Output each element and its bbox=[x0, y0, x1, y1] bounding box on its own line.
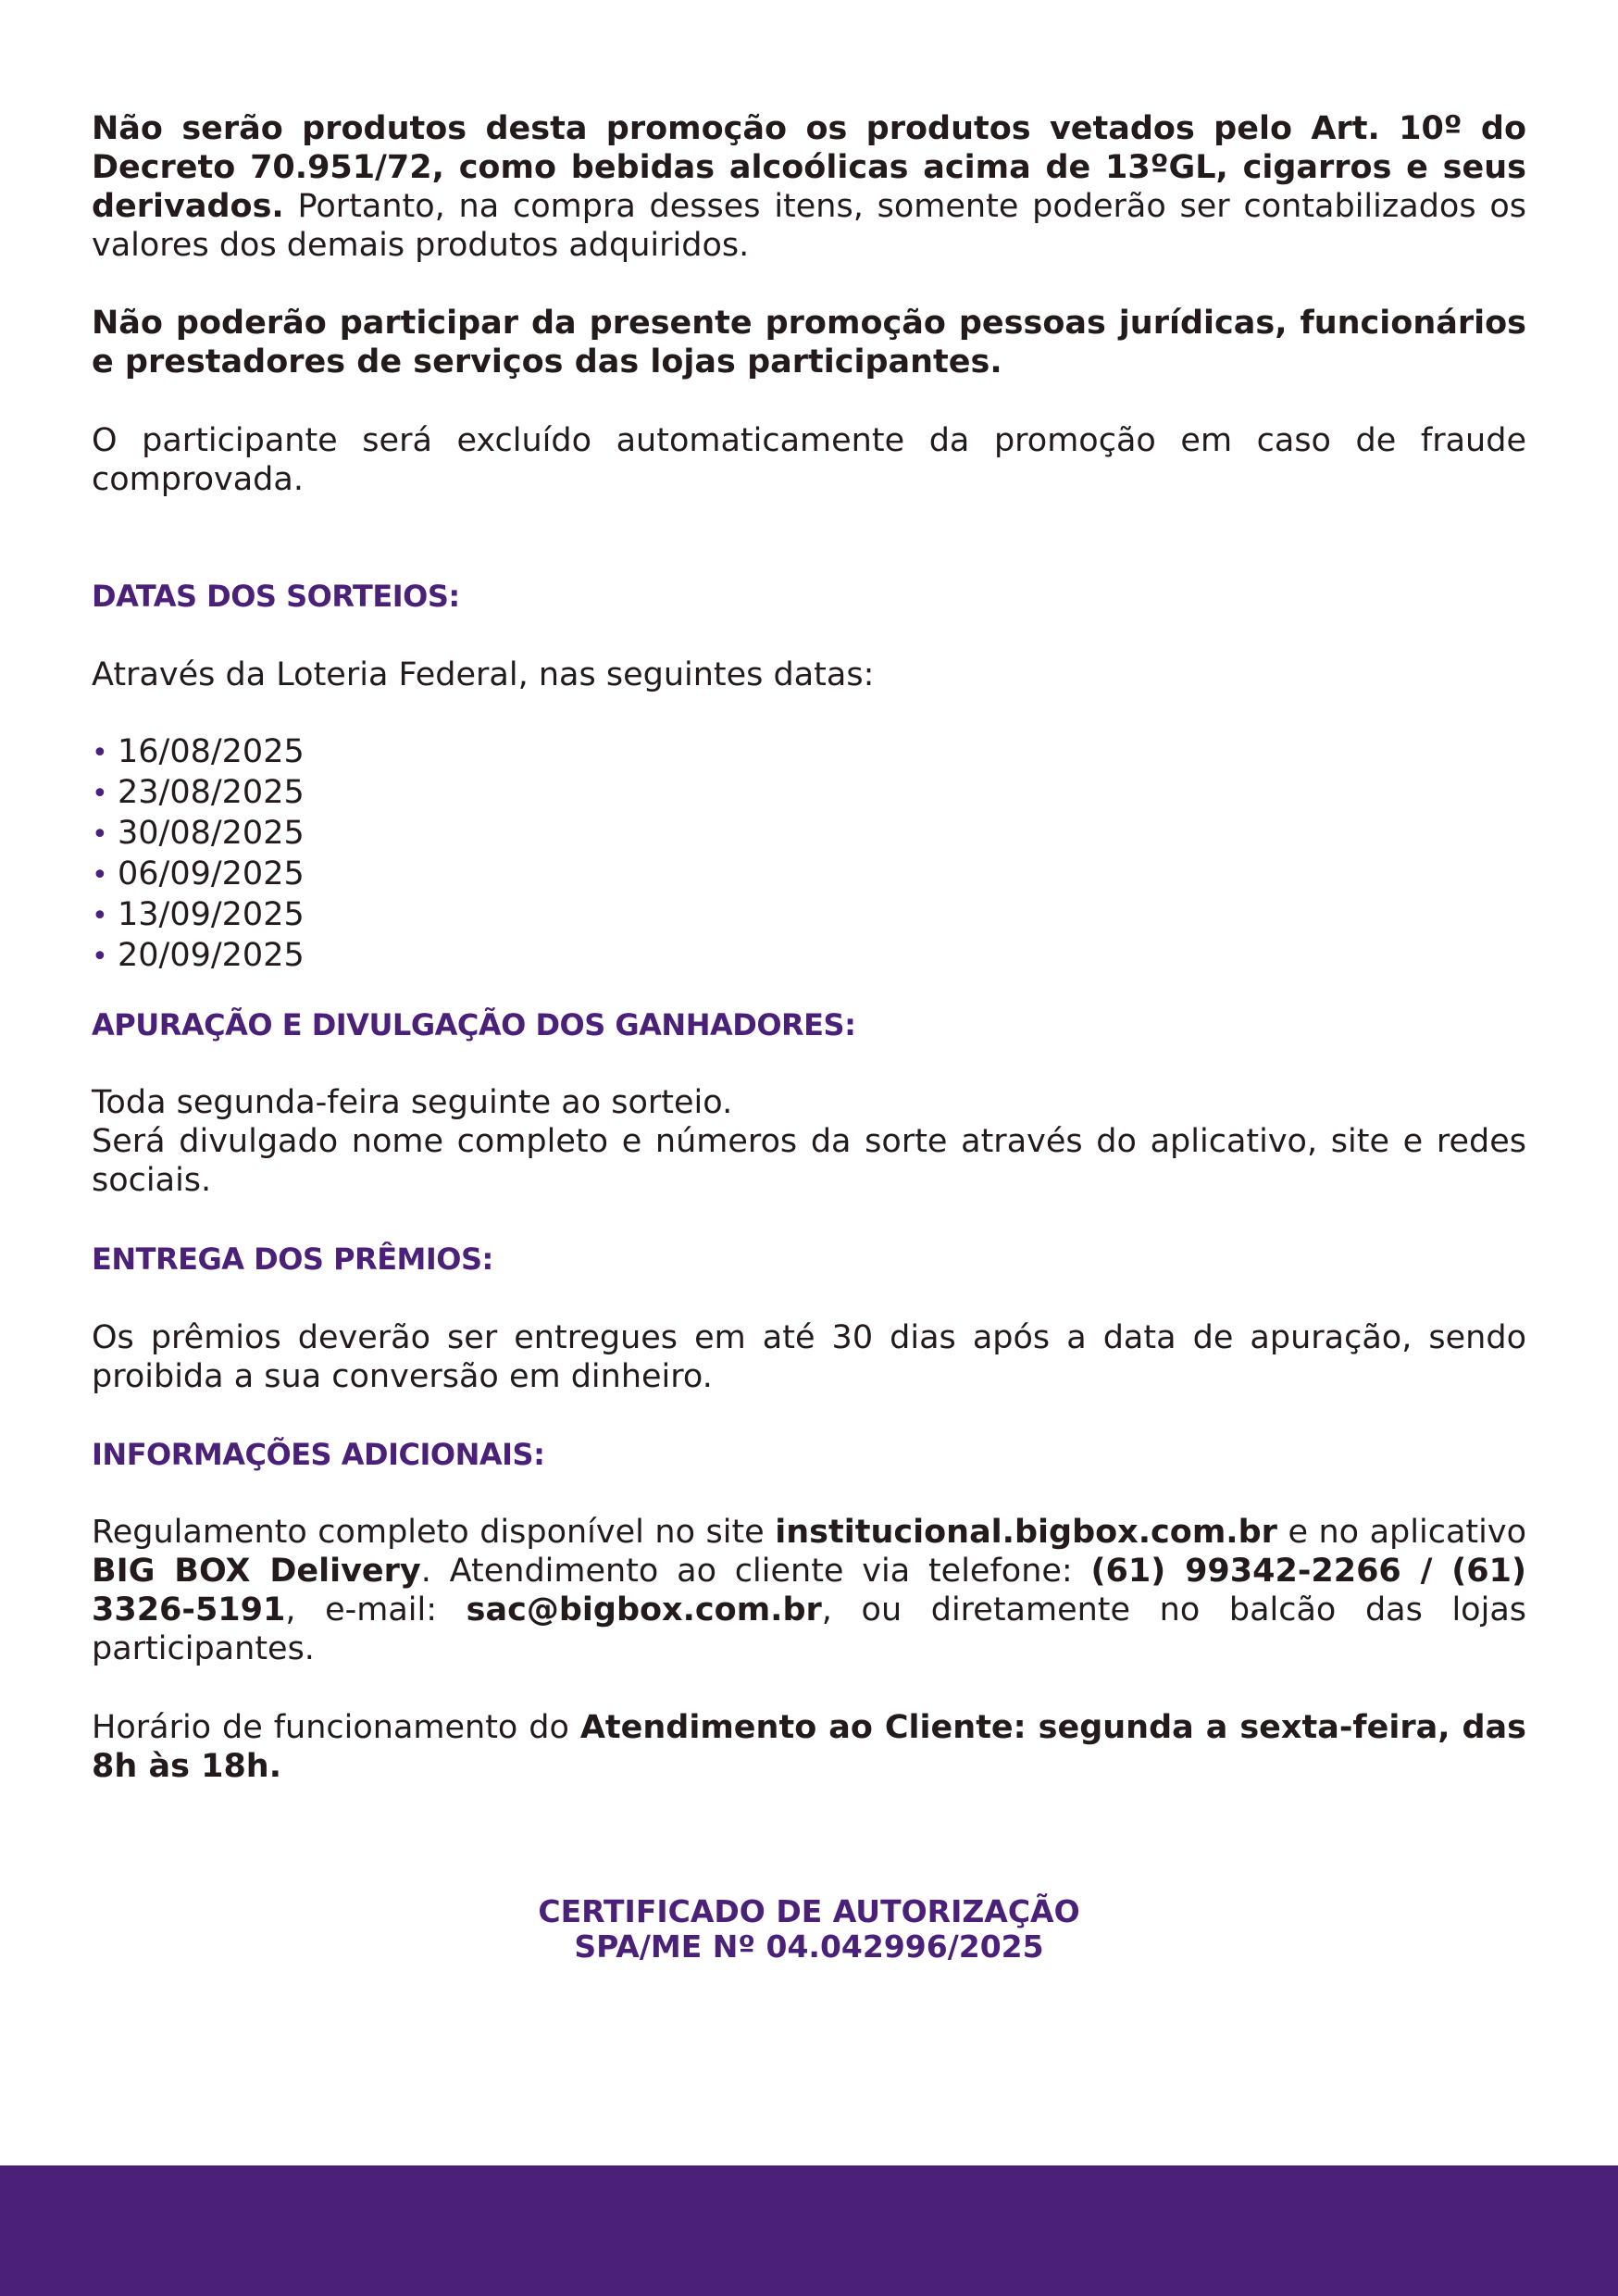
site-link[interactable]: institucional.bigbox.com.br bbox=[775, 1514, 1277, 1551]
bullet-icon: • bbox=[92, 737, 108, 769]
bullet-icon: • bbox=[92, 818, 108, 851]
draw-date: 20/09/2025 bbox=[118, 937, 305, 974]
footer-band bbox=[0, 2165, 1618, 2296]
results-line-2: Será divulgado nome completo e números da sorte através do aplicativo, site e redes sociais. bbox=[92, 1123, 1526, 1199]
draw-date-item bbox=[92, 773, 1526, 814]
draw-date: 16/08/2025 bbox=[118, 733, 305, 770]
bullet-icon: • bbox=[92, 859, 108, 892]
email-link[interactable]: sac@bigbox.com.br bbox=[466, 1591, 822, 1628]
certificate-number: SPA/ME Nº 04.042996/2025 bbox=[574, 1928, 1044, 1965]
ineligible-participants-text: Não poderão participar da presente promoção pessoas jurídicas, funcionários e prestadores de serviços das lojas participantes. bbox=[92, 305, 1526, 381]
delivery-paragraph bbox=[92, 1318, 1526, 1396]
excluded-products-paragraph bbox=[92, 109, 1526, 265]
contact-suffix: , ou diretamente no balcão das lojas participantes. bbox=[92, 1591, 1526, 1667]
hours-prefix: Horário de funcionamento do bbox=[92, 1709, 580, 1746]
results-paragraph bbox=[92, 1083, 1526, 1200]
certificate-title: CERTIFICADO DE AUTORIZAÇÃO bbox=[538, 1893, 1080, 1929]
draws-heading: DATAS DOS SORTEIOS: bbox=[92, 579, 460, 614]
bullet-icon: • bbox=[92, 778, 108, 810]
hours-paragraph bbox=[92, 1708, 1526, 1786]
delivery-text: Os prêmios deverão ser entregues em até 30 dias após a data de apuração, sendo proibida a sua conversão em dinheiro. bbox=[92, 1319, 1526, 1395]
excluded-products-bold: Não serão produtos desta promoção os produtos vetados pelo Art. 10º do Decreto 70.951/72, como bebidas alcoólicas acima de 13ºGL, cigarros e seus derivados. bbox=[92, 110, 1526, 225]
draws-intro bbox=[92, 655, 1526, 694]
draw-date: 06/09/2025 bbox=[118, 855, 305, 892]
ineligible-participants-paragraph bbox=[92, 304, 1526, 381]
draws-intro-text: Através da Loteria Federal, nas seguintes datas: bbox=[92, 656, 875, 693]
hours-schedule: Atendimento ao Cliente: segunda a sexta-feira, das 8h às 18h. bbox=[92, 1709, 1526, 1785]
bullet-icon: • bbox=[92, 941, 108, 973]
excluded-products-note: Portanto, na compra desses itens, somente poderão ser contabilizados os valores dos demais produtos adquiridos. bbox=[92, 188, 1526, 264]
draw-date-item bbox=[92, 855, 1526, 895]
bullet-icon: • bbox=[92, 900, 108, 932]
contact-prefix: Atendimento ao cliente via telefone: bbox=[430, 1553, 1091, 1590]
draw-date-item bbox=[92, 936, 1526, 977]
info-heading: INFORMAÇÕES ADICIONAIS: bbox=[92, 1437, 545, 1472]
phone-numbers[interactable]: (61) 99342-2266 / (61) 3326-5191 bbox=[92, 1553, 1526, 1628]
regulation-suffix: . bbox=[420, 1553, 431, 1590]
contact-middle: , e-mail: bbox=[285, 1591, 467, 1628]
draw-date: 23/08/2025 bbox=[118, 774, 305, 811]
app-name: BIG BOX Delivery bbox=[92, 1553, 421, 1590]
results-heading: APURAÇÃO E DIVULGAÇÃO DOS GANHADORES: bbox=[92, 1007, 856, 1042]
draw-date-item bbox=[92, 895, 1526, 936]
info-paragraph bbox=[92, 1513, 1526, 1668]
regulation-prefix: Regulamento completo disponível no site bbox=[92, 1514, 776, 1551]
draw-date-item bbox=[92, 732, 1526, 773]
fraud-exclusion-text: O participante será excluído automaticamente da promoção em caso de fraude comprovada. bbox=[92, 422, 1526, 498]
fraud-exclusion-paragraph bbox=[92, 421, 1526, 499]
results-line-1: Toda segunda-feira seguinte ao sorteio. bbox=[92, 1084, 733, 1121]
draw-date: 30/08/2025 bbox=[118, 815, 305, 852]
authorization-certificate bbox=[0, 1894, 1618, 1965]
draw-date: 13/09/2025 bbox=[118, 896, 305, 933]
regulation-middle: e no aplicativo bbox=[1276, 1514, 1526, 1551]
draw-date-item bbox=[92, 814, 1526, 855]
draw-dates-list bbox=[92, 732, 1526, 977]
delivery-heading: ENTREGA DOS PRÊMIOS: bbox=[92, 1242, 493, 1277]
